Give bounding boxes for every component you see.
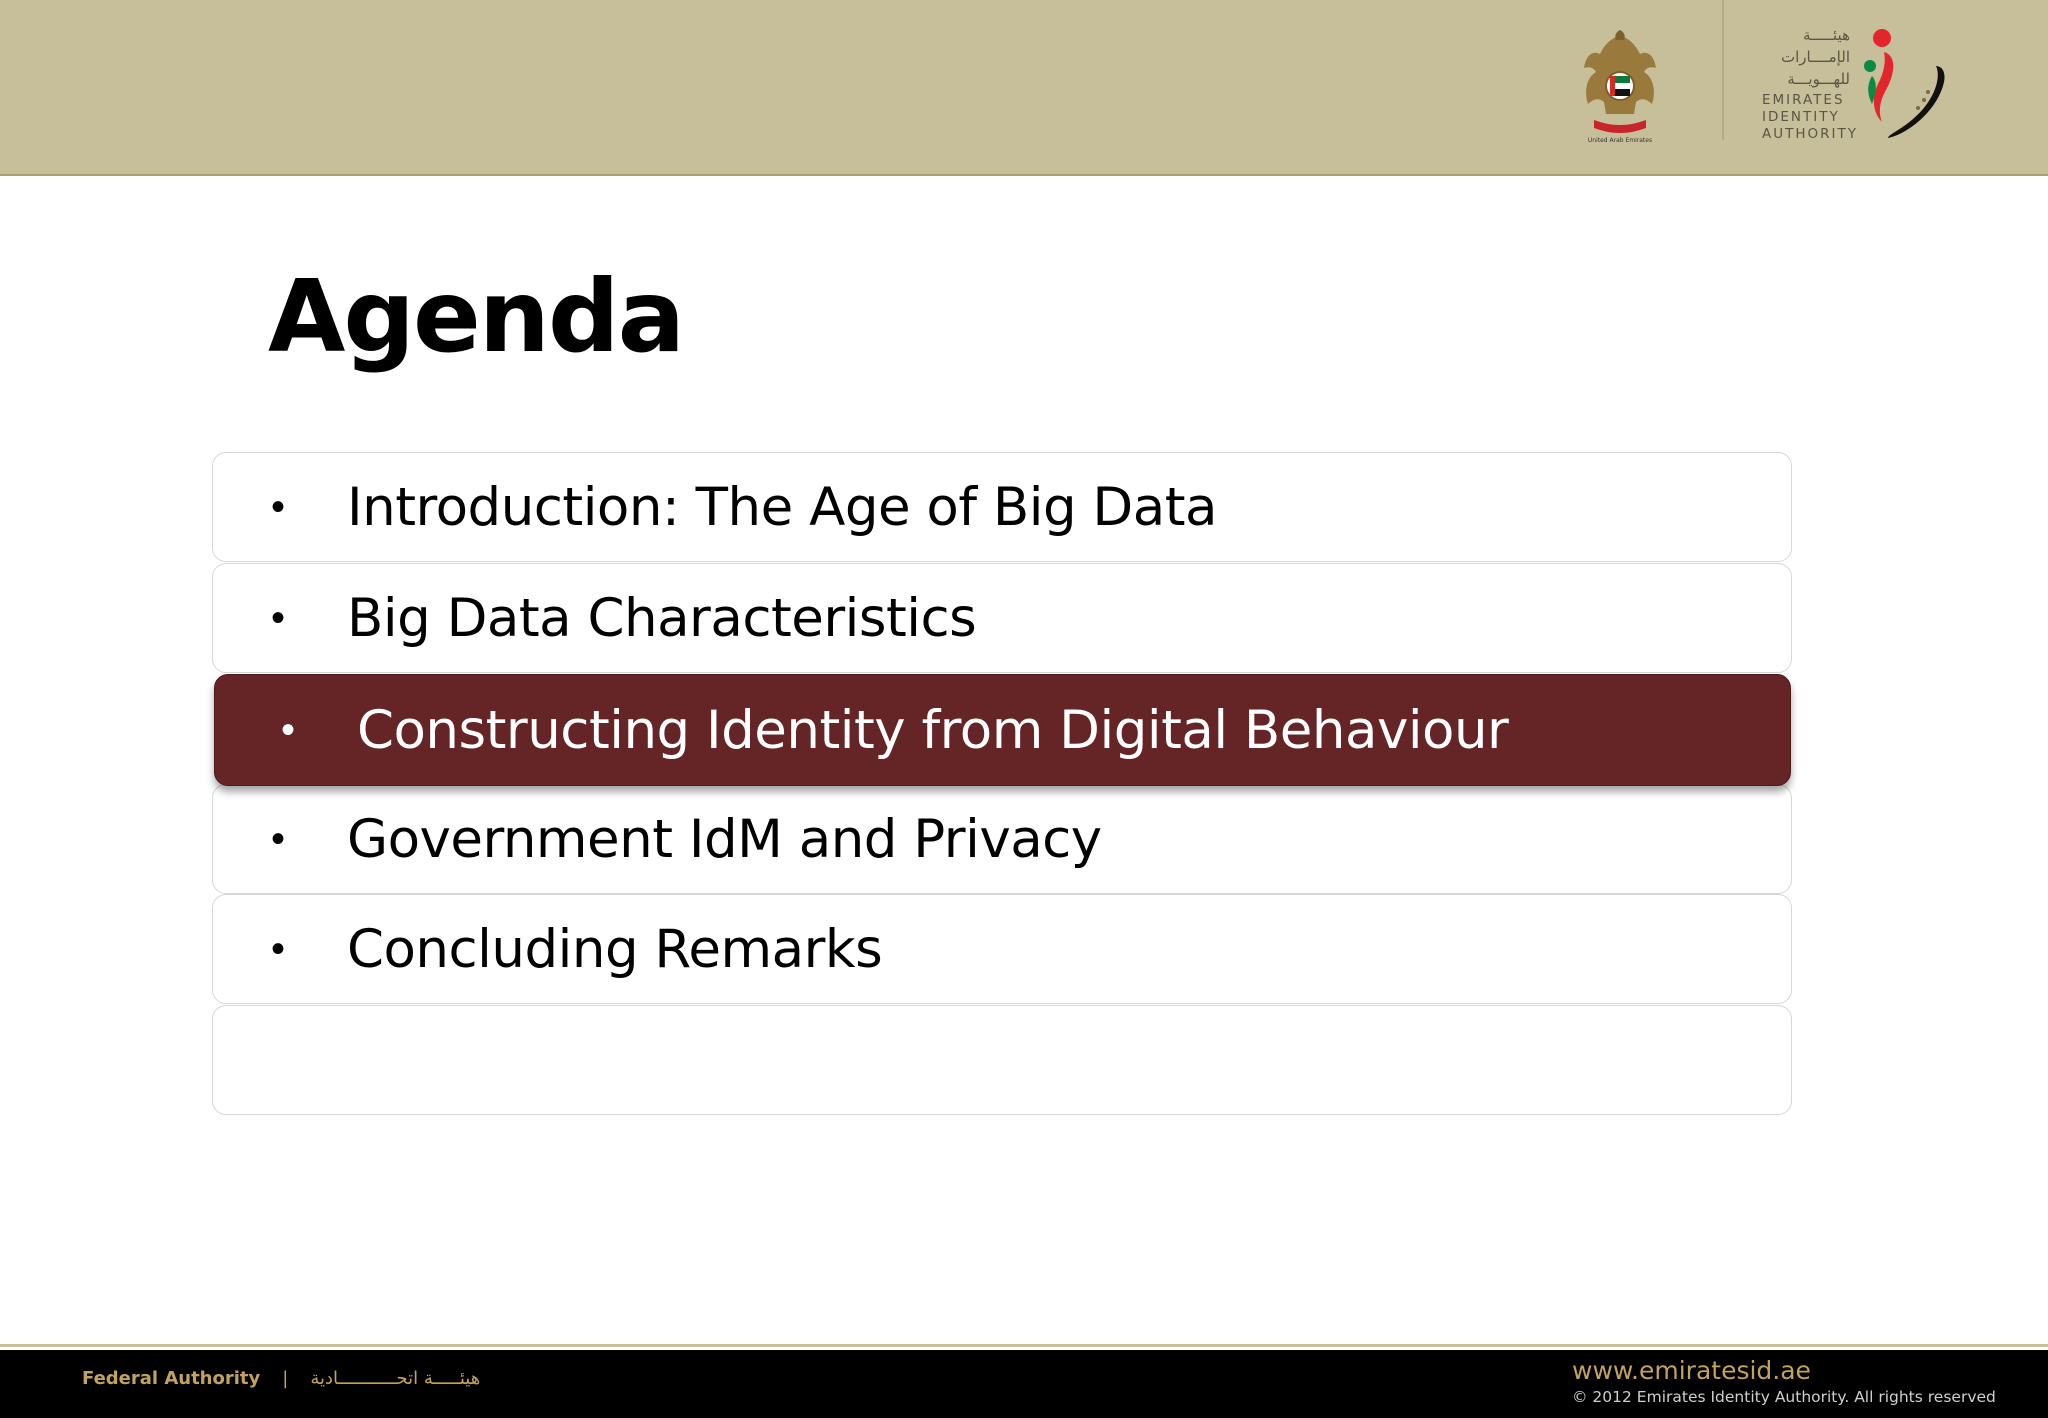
footer-divider	[0, 1344, 2048, 1347]
authority-name-english: EMIRATES IDENTITY AUTHORITY	[1762, 92, 1858, 142]
slide-title: Agenda	[268, 258, 684, 375]
eida-logo-icon	[1858, 26, 1948, 146]
copyright-notice: © 2012 Emirates Identity Authority. All rights reserved	[1572, 1388, 1996, 1406]
federal-authority-label: Federal Authority | هيئـــــة اتحـــــــــــادية	[82, 1368, 481, 1389]
uae-emblem-icon	[1580, 28, 1660, 144]
agenda-item-label: Government IdM and Privacy	[347, 808, 1102, 870]
agenda-item-label: Concluding Remarks	[347, 918, 883, 980]
agenda-item-label: Big Data Characteristics	[347, 587, 977, 649]
authority-name-arabic: هيئـــــة الإمــــارات للهـــويـــة	[1780, 26, 1850, 88]
bullet-icon: •	[271, 484, 286, 529]
agenda-item-empty	[212, 1005, 1792, 1115]
emblem-caption: United Arab Emirates	[1587, 137, 1653, 144]
agenda-item-constructing-identity-highlighted	[214, 674, 1791, 786]
footer-bar	[0, 1350, 2048, 1418]
agenda-item-introduction	[212, 452, 1792, 562]
website-link[interactable]: www.emiratesid.ae	[1572, 1356, 1811, 1385]
agenda-item-characteristics	[212, 563, 1792, 673]
bullet-icon: •	[281, 707, 296, 752]
agenda-item-label: Constructing Identity from Digital Behaviour	[357, 699, 1509, 761]
agenda-item-concluding-remarks	[212, 894, 1792, 1004]
logo-divider	[1722, 0, 1724, 140]
header-band	[0, 0, 2048, 176]
bullet-icon: •	[271, 595, 286, 640]
bullet-icon: •	[271, 926, 286, 971]
agenda-item-label: Introduction: The Age of Big Data	[347, 476, 1217, 538]
agenda-item-government-idm	[212, 784, 1792, 894]
bullet-icon: •	[271, 816, 286, 861]
